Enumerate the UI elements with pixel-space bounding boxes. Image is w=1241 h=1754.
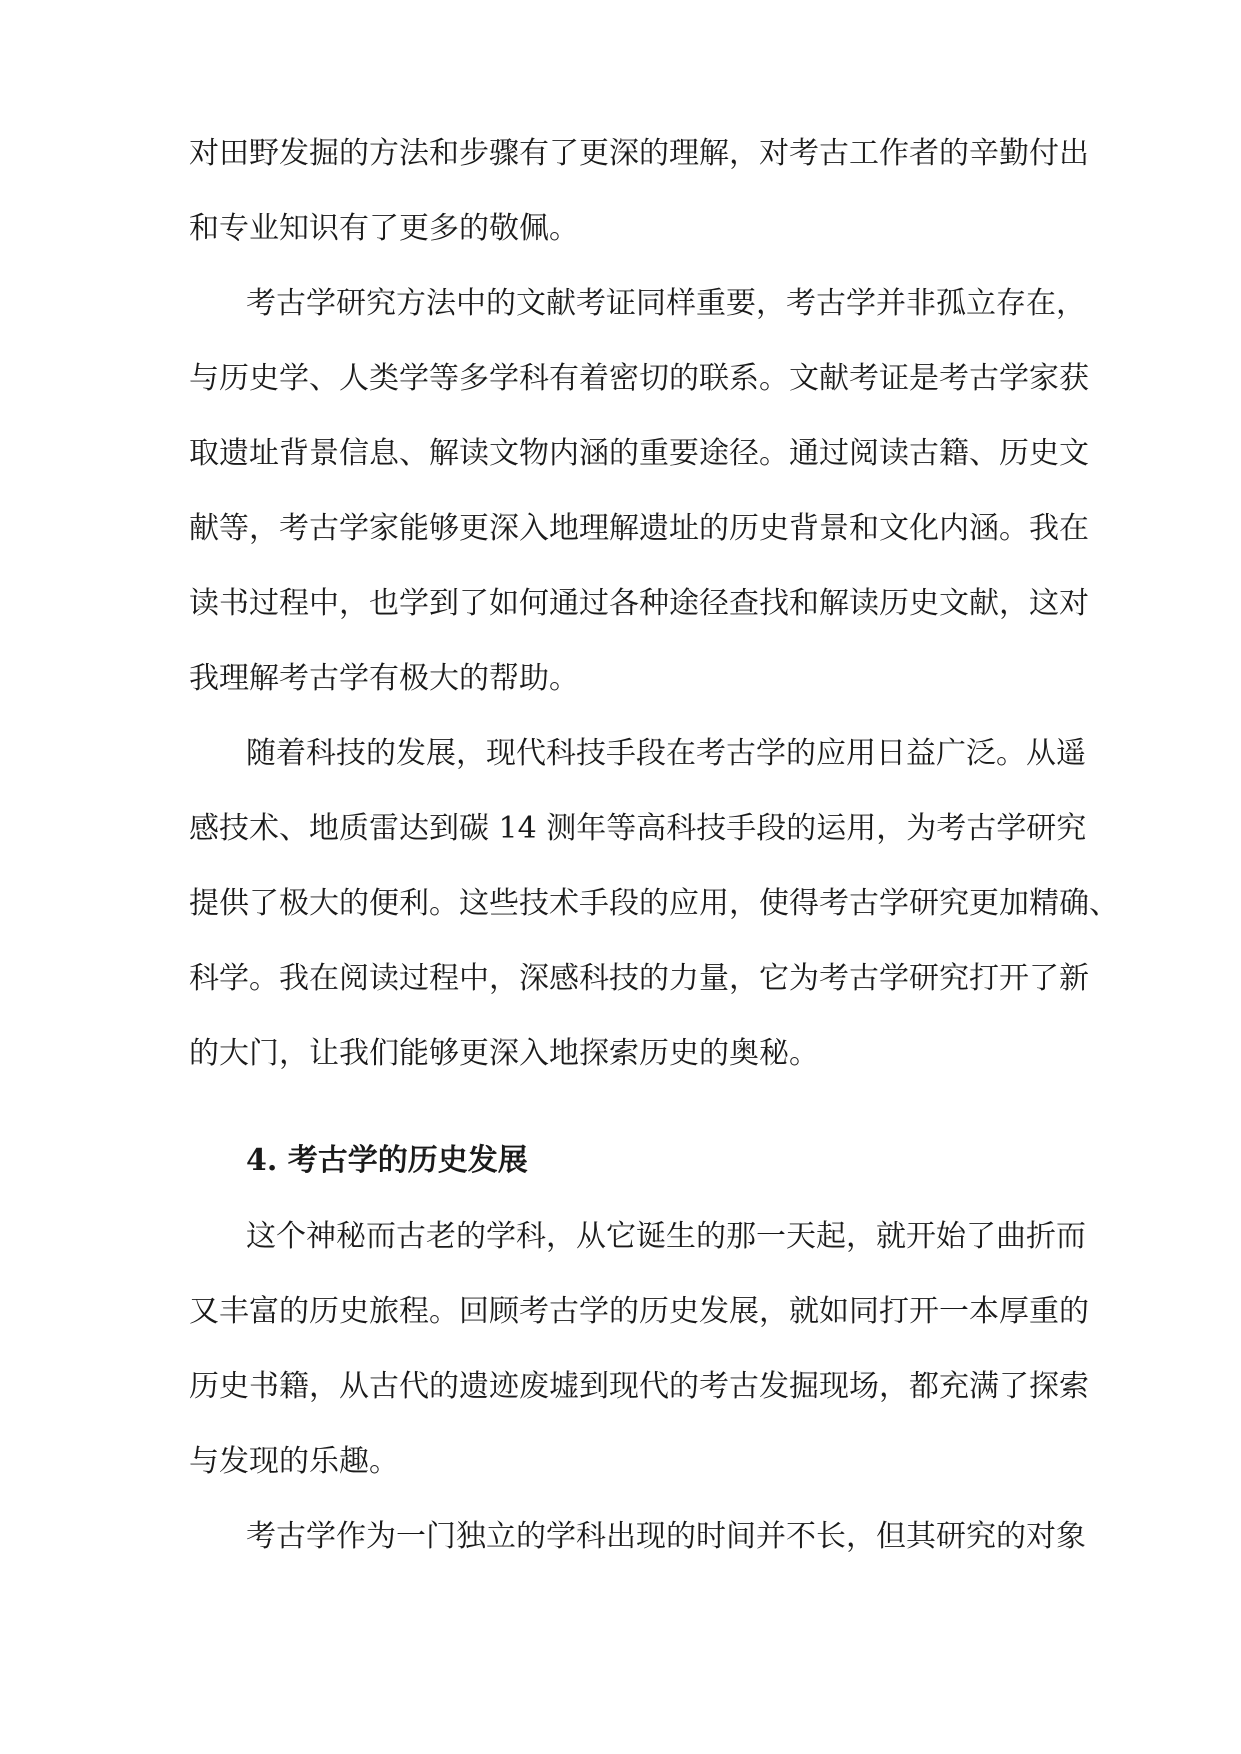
paragraph-line: 对田野发掘的方法和步骤有了更深的理解，对考古工作者的辛勤付出: [189, 136, 1089, 171]
paragraph-line: 取遗址背景信息、解读文物内涵的重要途径。通过阅读古籍、历史文: [189, 436, 1089, 471]
paragraph-line: 献等，考古学家能够更深入地理解遗址的历史背景和文化内涵。我在: [189, 511, 1089, 546]
section-heading: 4. 考古学的历史发展: [246, 1143, 528, 1178]
paragraph-line: 考古学研究方法中的文献考证同样重要，考古学并非孤立存在，: [246, 286, 1086, 321]
paragraph-line: 又丰富的历史旅程。回顾考古学的历史发展，就如同打开一本厚重的: [189, 1294, 1089, 1329]
paragraph-line: 读书过程中，也学到了如何通过各种途径查找和解读历史文献，这对: [189, 586, 1089, 621]
paragraph-line: 感技术、地质雷达到碳 14 测年等高科技手段的运用，为考古学研究: [189, 811, 1087, 846]
paragraph-line: 随着科技的发展，现代科技手段在考古学的应用日益广泛。从遥: [246, 736, 1086, 771]
paragraph-line: 和专业知识有了更多的敬佩。: [189, 211, 579, 246]
paragraph-line: 提供了极大的便利。这些技术手段的应用，使得考古学研究更加精确、: [189, 886, 1119, 921]
paragraph-line: 与历史学、人类学等多学科有着密切的联系。文献考证是考古学家获: [189, 361, 1089, 396]
paragraph-line: 与发现的乐趣。: [189, 1444, 399, 1479]
paragraph-line: 考古学作为一门独立的学科出现的时间并不长，但其研究的对象: [246, 1519, 1086, 1554]
paragraph-line: 这个神秘而古老的学科，从它诞生的那一天起，就开始了曲折而: [246, 1219, 1086, 1254]
paragraph-line: 历史书籍，从古代的遗迹废墟到现代的考古发掘现场，都充满了探索: [189, 1369, 1089, 1404]
paragraph-line: 科学。我在阅读过程中，深感科技的力量，它为考古学研究打开了新: [189, 961, 1089, 996]
paragraph-line: 的大门，让我们能够更深入地探索历史的奥秘。: [189, 1036, 819, 1071]
paragraph-line: 我理解考古学有极大的帮助。: [189, 661, 579, 696]
